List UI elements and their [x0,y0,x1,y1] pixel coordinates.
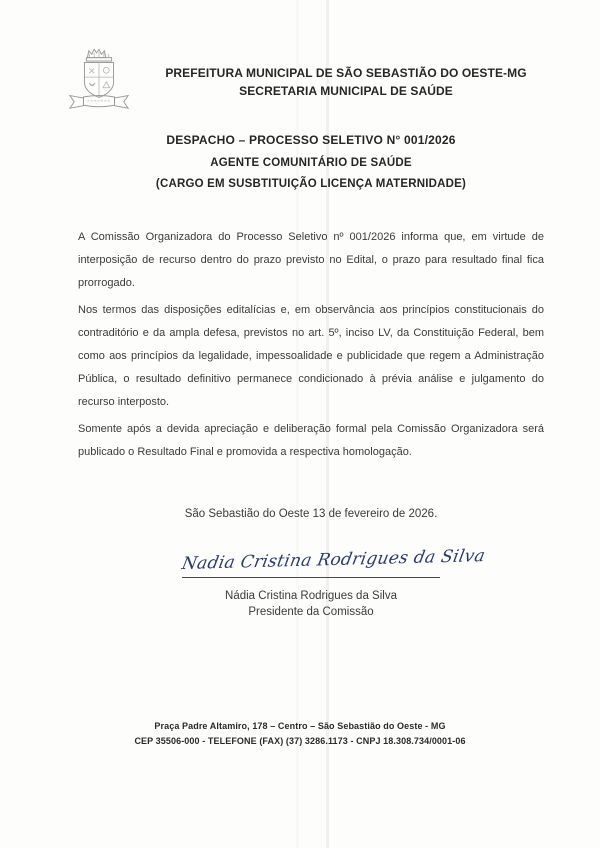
doc-title: DESPACHO – PROCESSO SELETIVO N° 001/2026 [166,133,456,147]
signatory-role: Presidente da Comissão [248,605,374,618]
paragraph-1: A Comissão Organizadora do Processo Seletivo nº 001/2026 informa que, em virtude de interposição de recurso dentro do prazo previsto no Edital, o prazo para resultado final fica prorrogado. [78,231,544,289]
coat-of-arms-icon [64,46,134,114]
paragraph-3: Somente após a devida apreciação e deliberação formal pela Comissão Organizadora será publicado o Resultado Final e promovida a respectiva homologação. [78,423,544,458]
document-body [78,226,544,464]
document-title-block [20,133,600,190]
letterhead [150,64,542,100]
handwritten-signature: Nadia Cristina Rodrigues da Silva [180,545,487,575]
paragraph-2: Nos termos das disposições editalícias e, em observância aos princípios constitucionais do contraditório e da ampla defesa, previstos no art. 5º, inciso LV, da Constituição Federal, bem como aos princípios da legalidade, impessoalidade e publicidade que regem a Administração Pública, o resultado definitivo permanece condicionado à prévia análise e julgamento do recurso interposto. [78,304,544,408]
date-line: São Sebastião do Oeste 13 de fevereiro de 2026. [184,508,438,520]
signatory-name: Nádia Cristina Rodrigues da Silva [225,590,397,602]
dept-name: SECRETARIA MUNICIPAL DE SAÚDE [239,84,453,98]
footer-address: Praça Padre Altamiro, 178 – Centro – São Sebastião do Oeste - MG [154,721,446,731]
signatory-block [78,589,544,620]
doc-subtitle-note: (CARGO EM SUSBTITUIÇÃO LICENÇA MATERNIDADE) [155,178,467,190]
footer [0,719,600,748]
signature-line [180,542,487,578]
footer-contact: CEP 35506-000 - TELEFONE (FAX) (37) 3286.1173 - CNPJ 18.308.734/0001-06 [134,735,466,746]
org-name: PREFEITURA MUNICIPAL DE SÃO SEBASTIÃO DO OESTE-MG [165,66,527,80]
doc-subtitle-position: AGENTE COMUNITÁRIO DE SAÚDE [210,157,412,169]
